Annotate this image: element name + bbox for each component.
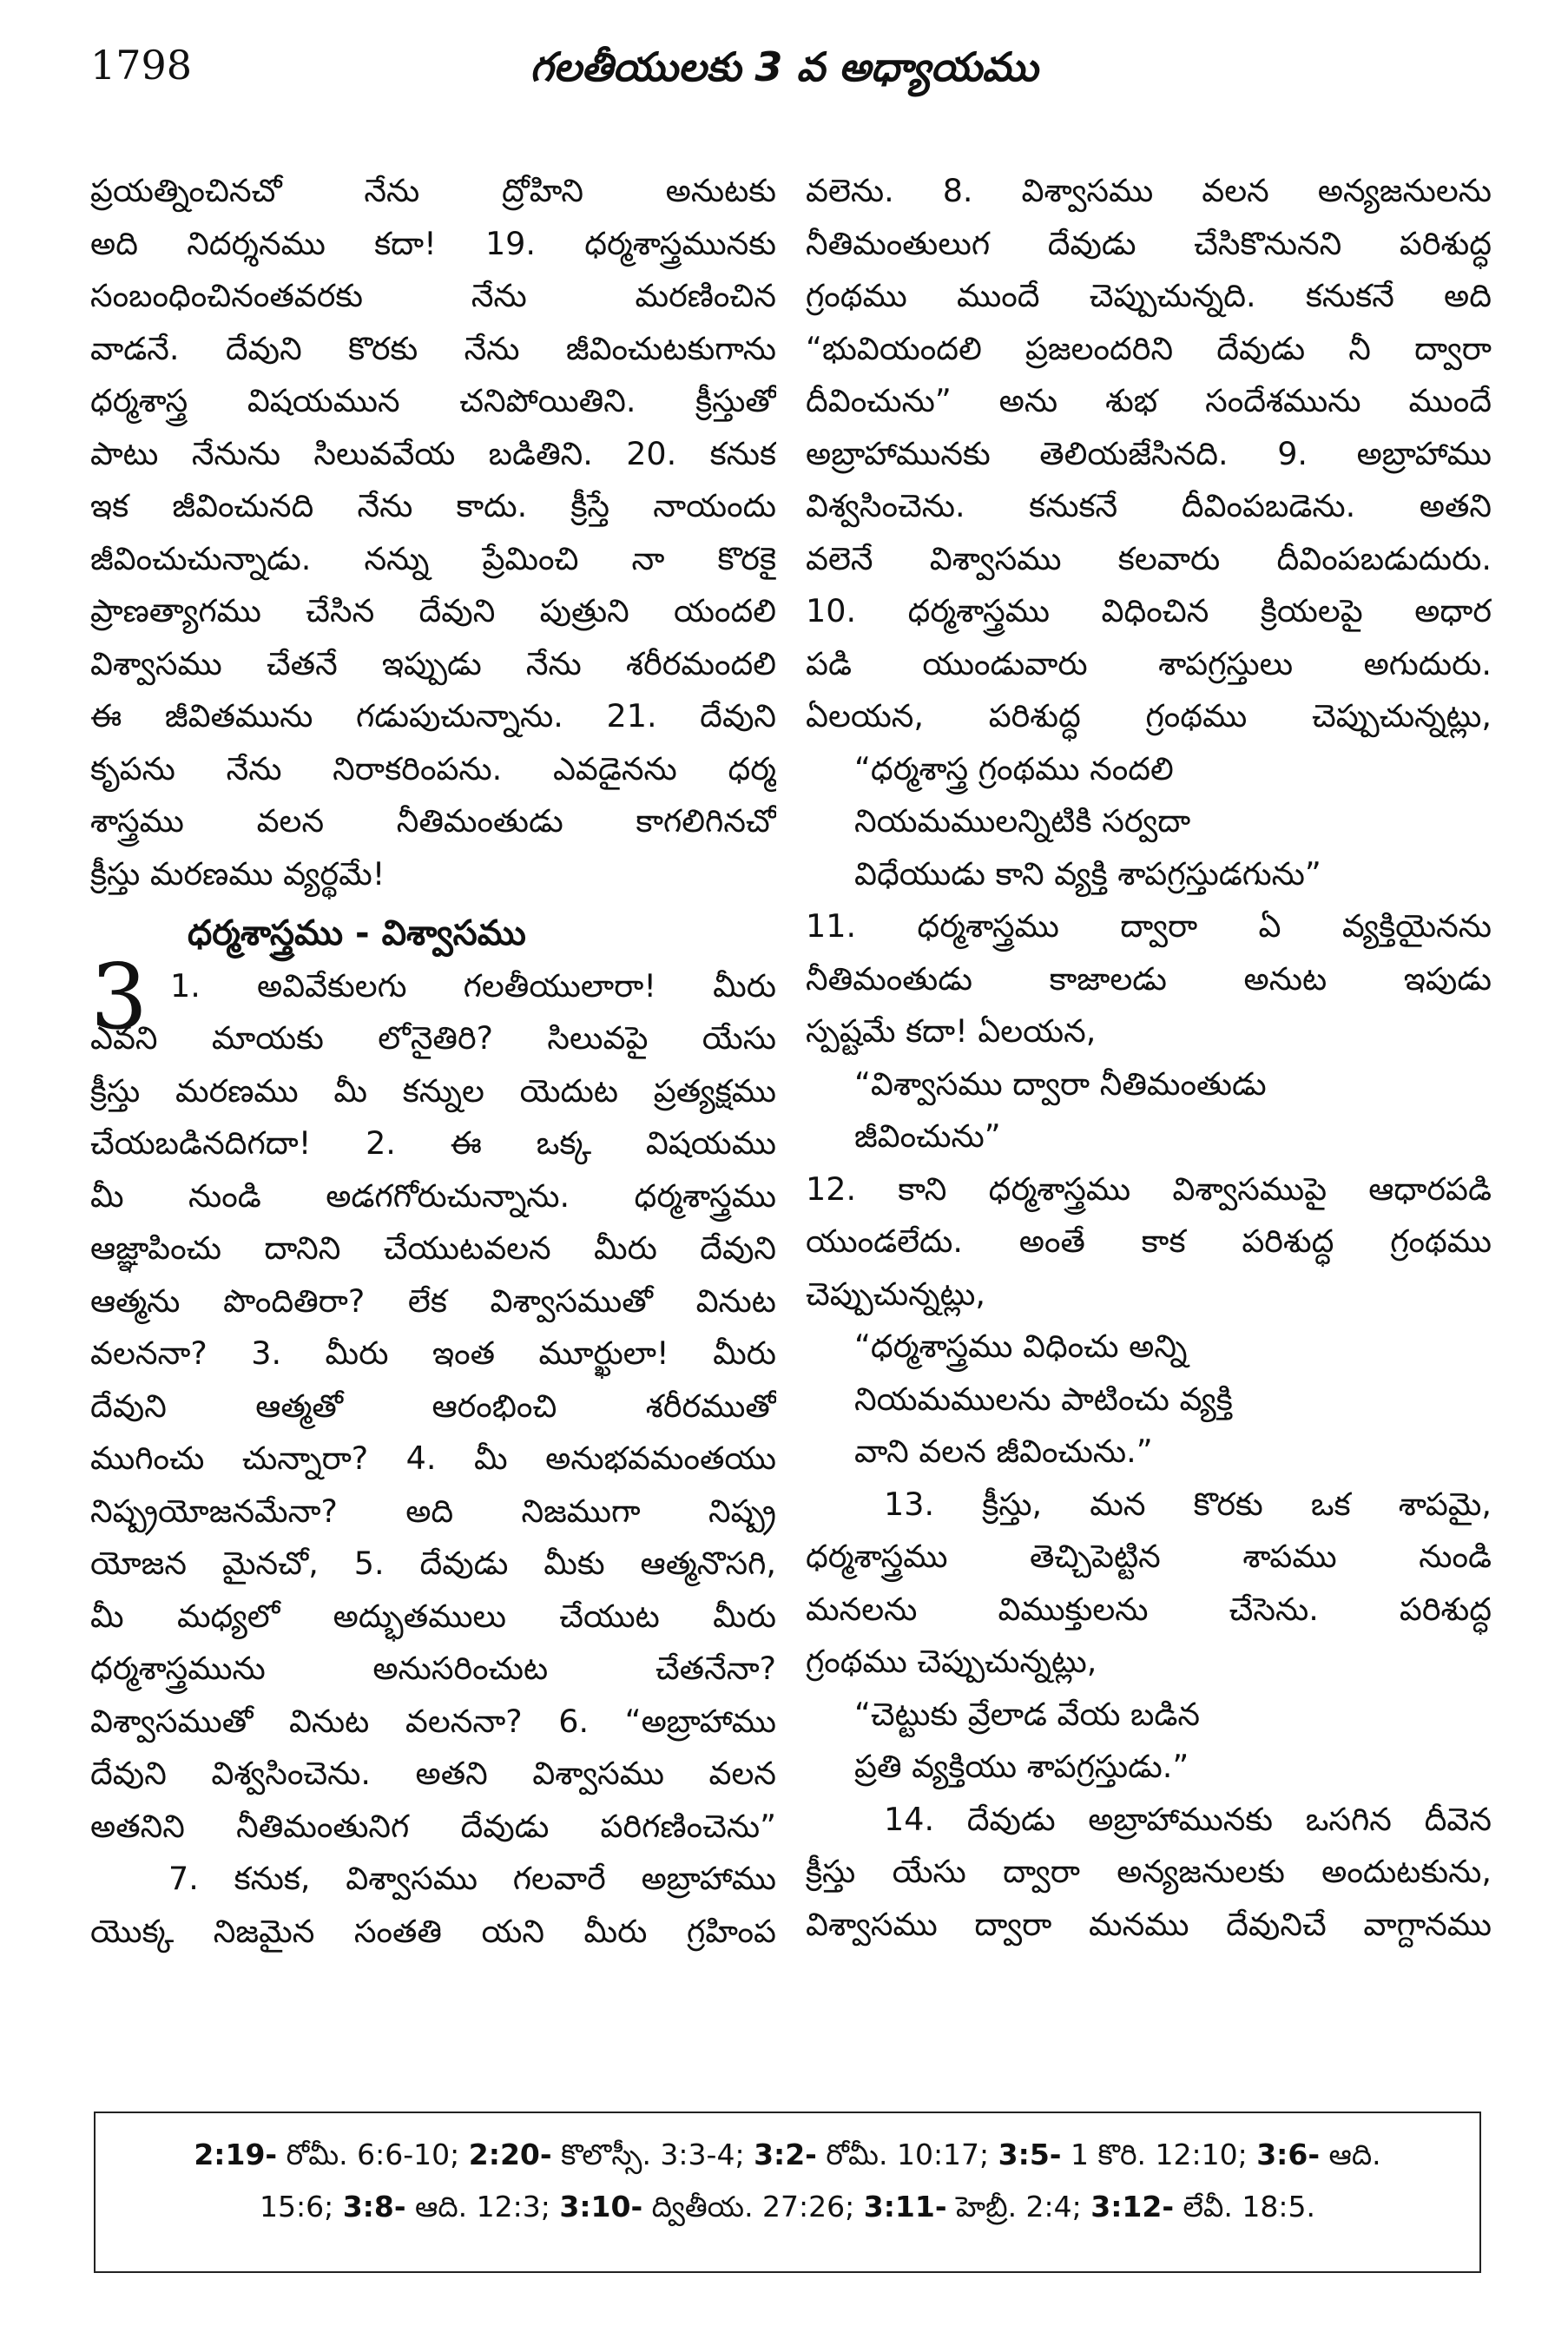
- text-line: దీవించును” అను శుభ సందేశమును ముందే: [806, 382, 1492, 419]
- text-line: 11. ధర్మశాస్త్రము ద్వారా ఏ వ్యక్తియైనను: [806, 907, 1492, 945]
- footnote-ref: 3:11-: [863, 2190, 947, 2224]
- quote-block-a: [806, 743, 1492, 901]
- text-line: ఈ జీవితమును గడుపుచున్నాను. 21. దేవుని: [90, 697, 776, 735]
- text-line: నీతిమంతుడు కాజాలడు అనుట ఇపుడు: [806, 959, 1492, 998]
- footnote-text: ఆది. 12:3;: [405, 2190, 560, 2224]
- text-line: చెప్పుచున్నట్లు,: [806, 1275, 985, 1313]
- text-line: ఎవని మాయకు లోనైతిరి? సిలువపై యేసు: [90, 1019, 776, 1057]
- text-line: నీతిమంతులుగ దేవుడు చేసికొనునని పరిశుద్ధ: [806, 224, 1492, 262]
- text-line: “ధర్మశాస్త్రము విధించు అన్ని: [854, 1328, 1188, 1365]
- text-line: వలననా? 3. మీరు ఇంత మూర్ఖులా! మీరు: [90, 1334, 776, 1372]
- text-line: చేయబడినదిగదా! 2. ఈ ఒక్క విషయము: [90, 1124, 776, 1162]
- text-line: స్పష్టమే కదా! ఏలయన,: [806, 1012, 1097, 1050]
- footnote-line-2: [96, 2181, 1479, 2233]
- quote-block-d: [806, 1689, 1492, 1794]
- text-line: వాడనే. దేవుని కొరకు నేను జీవించుటకుగాను: [90, 329, 776, 367]
- text-line: దేవుని ఆత్మతో ఆరంభించి శరీరముతో: [90, 1387, 776, 1425]
- text-line: కృపను నేను నిరాకరింపను. ఎవడైనను ధర్మ: [90, 749, 776, 787]
- text-line: విశ్వసించెను. కనుకనే దీవింపబడెను. అతని: [806, 487, 1492, 524]
- footnote-ref: 3:2-: [754, 2138, 817, 2171]
- text-line: నిష్ప్రయోజనమేనా? అది నిజముగా నిష్ప్ర: [90, 1492, 776, 1530]
- quote-block-c: [806, 1321, 1492, 1479]
- footnote-text: లేవీ. 18:5.: [1174, 2190, 1315, 2224]
- text-line: శాస్త్రము వలన నీతిమంతుడు కాగలిగినచో: [90, 802, 776, 840]
- text-line: సంబంధించినంతవరకు నేను మరణించిన: [90, 277, 776, 314]
- text-line: “చెట్టుకు వ్రేలాడ వేయ బడిన: [854, 1695, 1201, 1733]
- text-line: యొక్క నిజమైన సంతతి యని మీరు గ్రహింప: [90, 1912, 776, 1950]
- left-column: [90, 165, 776, 1958]
- text-line: 13. క్రీస్తు, మన కొరకు ఒక శాపమై,: [884, 1485, 1492, 1523]
- text-line: నియమములను పాటించు వ్యక్తి: [854, 1380, 1233, 1418]
- text-line: దేవుని విశ్వసించెను. అతని విశ్వాసము వలన: [90, 1755, 776, 1792]
- text-line: ముగించు చున్నారా? 4. మీ అనుభవమంతయు: [90, 1440, 776, 1477]
- text-line: యోజన మైనచో, 5. దేవుడు మీకు ఆత్మనొసగి,: [90, 1545, 776, 1582]
- footnote-ref: 3:12-: [1090, 2190, 1175, 2224]
- text-line: ధర్మశాస్త్రము తెచ్చిపెట్టిన శాపము నుండి: [806, 1538, 1492, 1575]
- text-line: వలెను. 8. విశ్వాసము వలన అన్యజనులను: [806, 172, 1492, 209]
- text-line: “విశ్వాసము ద్వారా నీతిమంతుడు: [854, 1064, 1267, 1103]
- footnote-line-1: [96, 2129, 1479, 2181]
- text-line: అది నిదర్శనము కదా! 19. ధర్మశాస్త్రమునకు: [90, 224, 776, 262]
- text-line: మీ మధ్యలో అద్భుతములు చేయుట మీరు: [90, 1597, 776, 1635]
- chapter-number: 3: [90, 943, 148, 1050]
- text-line: వలెనే విశ్వాసము కలవారు దీవింపబడుదురు.: [806, 539, 1492, 577]
- right-block-e: [806, 1846, 1492, 1951]
- section-heading: ధర్మశాస్త్రము - విశ్వాసము: [188, 913, 526, 953]
- right-block-c: [806, 1163, 1492, 1268]
- text-line: ప్రయత్నించినచో నేను ద్రోహిని అనుటకు: [90, 172, 776, 209]
- text-line: జీవించుచున్నాడు. నన్ను ప్రేమించి నా కొరకై: [90, 539, 776, 577]
- footnote-text: కొలొస్సీ. 3:3-4;: [551, 2138, 754, 2171]
- text-line: మీ నుండి అడగగోరుచున్నాను. ధర్మశాస్త్రము: [90, 1176, 776, 1215]
- text-line: విశ్వాసము ద్వారా మనము దేవునిచే వాగ్దానము: [806, 1905, 1492, 1943]
- text-line: ఆజ్ఞాపించు దానిని చేయుటవలన మీరు దేవుని: [90, 1229, 776, 1267]
- footnote-ref: 2:20-: [468, 2138, 552, 2171]
- footnote-text: రోమీ. 10:17;: [816, 2138, 998, 2171]
- right-block-a: [806, 165, 1492, 743]
- text-line: 10. ధర్మశాస్త్రము విధించిన క్రియలపై అధార: [806, 592, 1492, 629]
- text-line: 14. దేవుడు అబ్రాహామునకు ఒసగిన దీవెన: [884, 1800, 1492, 1838]
- text-line: మనలను విముక్తులను చేసెను. పరిశుద్ధ: [806, 1590, 1492, 1628]
- text-line: ఆత్మను పొందితిరా? లేక విశ్వాసముతో వినుట: [90, 1281, 776, 1320]
- text-line: ధర్మశాస్త్రమును అనుసరించుట చేతనేనా?: [90, 1650, 776, 1687]
- footnote-text: ఆది.: [1320, 2138, 1381, 2171]
- text-line: 12. కాని ధర్మశాస్త్రము విశ్వాసముపై ఆధారపడి: [806, 1169, 1492, 1208]
- footnote-text: ద్వితీయ. 27:26;: [642, 2190, 864, 2224]
- left-block-a: [90, 165, 776, 848]
- text-line: గ్రంథము ముందే చెప్పుచున్నది. కనుకనే అది: [806, 277, 1492, 314]
- footnote-text: 15:6;: [260, 2190, 343, 2224]
- text-line: క్రీస్తు యేసు ద్వారా అన్యజనులకు అందుటకును,: [806, 1853, 1492, 1890]
- text-line: ఏలయన, పరిశుద్ధ గ్రంథము చెప్పుచున్నట్లు,: [806, 697, 1492, 735]
- footnote-ref: 2:19-: [194, 2138, 278, 2171]
- footnote-text: రోమీ. 6:6-10;: [277, 2138, 469, 2171]
- text-line: “భువియందలి ప్రజలందరిని దేవుడు నీ ద్వారా: [806, 329, 1492, 367]
- footnote-ref: 3:8-: [342, 2190, 406, 2224]
- text-line: ప్రతి వ్యక్తియు శాపగ్రస్తుడు.”: [854, 1748, 1189, 1785]
- text-line: “ధర్మశాస్త్ర గ్రంథము నందలి: [854, 749, 1174, 787]
- text-line: ధర్మశాస్త్ర విషయమున చనిపోయితిని. క్రీస్తుతో: [90, 382, 776, 419]
- text-line: ఇక జీవించునది నేను కాదు. క్రీస్తే నాయందు: [90, 487, 776, 524]
- text-line: అబ్రాహామునకు తెలియజేసినది. 9. అబ్రాహాము: [806, 434, 1492, 472]
- text-line: 1. అవివేకులగు గలతీయులారా! మీరు: [170, 966, 776, 1005]
- text-line: అతనిని నీతిమంతునిగ దేవుడు పరిగణించెను”: [90, 1807, 776, 1845]
- cross-reference-box: [94, 2112, 1481, 2273]
- text-line: ప్రాణత్యాగము చేసిన దేవుని పుత్రుని యందలి: [90, 592, 776, 629]
- text-line: నియమములన్నిటికి సర్వదా: [854, 802, 1191, 840]
- text-line: యుండలేదు. అంతే కాక పరిశుద్ధ గ్రంథము: [806, 1222, 1492, 1260]
- text-line: జీవించును”: [854, 1117, 1001, 1155]
- left-block-b: [90, 1012, 776, 1853]
- running-head: గలతీయులకు 3 వ అధ్యాయము: [530, 43, 1038, 90]
- text-line: వాని వలన జీవించును.”: [854, 1433, 1153, 1470]
- quote-block-b: [806, 1058, 1492, 1163]
- right-block-d: [806, 1531, 1492, 1636]
- footnote-ref: 3:5-: [998, 2138, 1062, 2171]
- text-line: క్రీస్తు మరణము మీ కన్నుల యెదుట ప్రత్యక్షము: [90, 1071, 776, 1110]
- text-line: విశ్వాసము చేతనే ఇప్పుడు నేను శరీరమందలి: [90, 644, 776, 682]
- footnote-ref: 3:6-: [1256, 2138, 1321, 2171]
- text-line: పడి యుండువారు శాపగ్రస్తులు అగుదురు.: [806, 644, 1492, 682]
- footnote-text: హెబ్రీ. 2:4;: [946, 2190, 1091, 2224]
- text-line: 7. కనుక, విశ్వాసము గలవారే అబ్రాహాము: [168, 1860, 776, 1897]
- footnote-ref: 3:10-: [559, 2190, 643, 2224]
- right-block-b: [806, 900, 1492, 1005]
- text-line: విధేయుడు కాని వ్యక్తి శాపగ్రస్తుడగును”: [854, 854, 1321, 893]
- text-line: పాటు నేనును సిలువవేయ బడితిని. 20. కనుక: [90, 434, 776, 472]
- text-line: క్రీస్తు మరణము వ్యర్థమే!: [90, 854, 385, 893]
- text-line: విశ్వాసముతో వినుట వలననా? 6. “అబ్రాహాము: [90, 1702, 776, 1740]
- footnote-text: 1 కొరి. 12:10;: [1061, 2138, 1257, 2171]
- right-column: [806, 165, 1492, 1951]
- text-line: గ్రంథము చెప్పుచున్నట్లు,: [806, 1643, 1097, 1680]
- page-number: 1798: [90, 42, 193, 89]
